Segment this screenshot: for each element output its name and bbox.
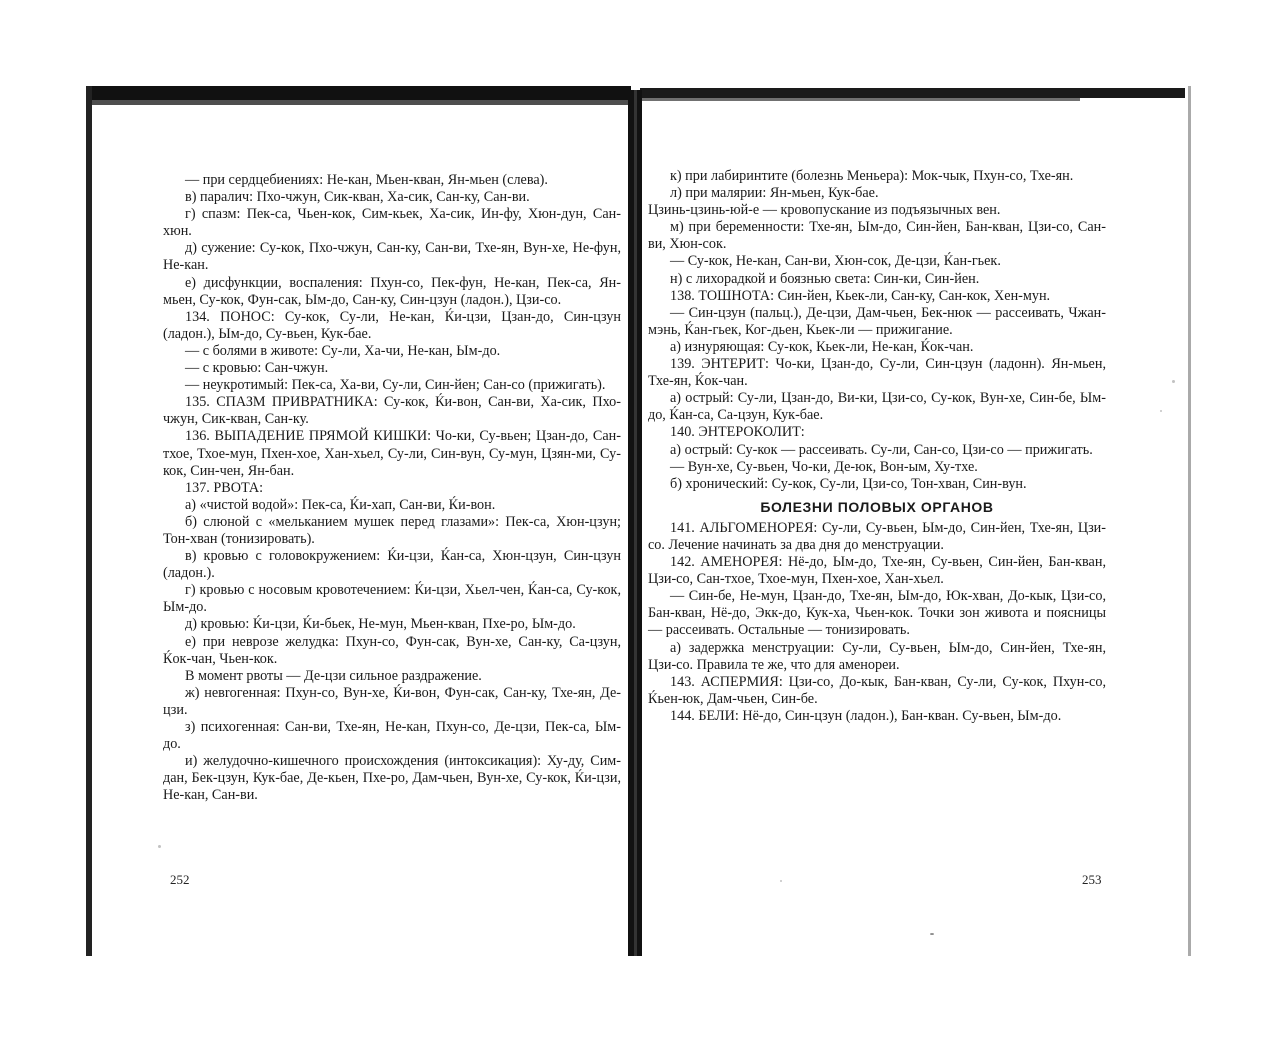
paragraph: а) острый: Су-ли, Цзан-до, Ви-ки, Цзи-со, Су-кок, Вун-хе, Син-бе, Ым-до, Ќан-са, Са-цзун, Кук-бае. bbox=[648, 390, 1106, 424]
page-shadow-top-left bbox=[86, 86, 631, 100]
paragraph: а) «чистой водой»: Пек-са, Ќи-хап, Сан-ви, Ќи-вон. bbox=[185, 496, 496, 513]
scan-speck bbox=[158, 845, 161, 848]
paragraph: — при сердцебиениях: Не-кан, Мьен-кван, Ян-мьен (слева). bbox=[185, 172, 548, 188]
paragraph: — Вун-хе, Су-вьен, Чо-ки, Де-юк, Вон-ым, Ху-тхе. bbox=[670, 458, 978, 475]
page-shadow-right-edge bbox=[1188, 86, 1191, 956]
page-shadow-left-edge bbox=[86, 86, 92, 956]
paragraph: м) при беременности: Тхе-ян, Ым-до, Син-йен, Бан-кван, Цзи-со, Сан-ви, Хюн-сок. bbox=[648, 219, 1106, 253]
paragraph: н) с лихорадкой и боязнью света: Син-ки, Син-йен. bbox=[670, 270, 980, 287]
paragraph: ж) невrогенная: Пхун-со, Вун-хе, Ќи-вон, Фун-сак, Сан-ку, Тхе-ян, Де-цзи. bbox=[163, 684, 621, 718]
paragraph: в) паралич: Пхо-чжун, Сик-кван, Ха-сик, Сан-ку, Сан-ви. bbox=[185, 189, 530, 206]
paragraph: д) кровью: Ќи-цзи, Ќи-бьек, Не-мун, Мьен-кван, Пхе-ро, Ым-до. bbox=[185, 616, 576, 633]
paragraph: е) дисфункции, воспаления: Пхун-со, Пек-фун, Не-кан, Пек-са, Ян-мьен, Су-кок, Фун-сак, Ым-до, Сан-ку, Син-цзун (ладон.), Цзи-со. bbox=[163, 274, 621, 308]
left-page-text bbox=[163, 172, 621, 804]
paragraph: Цзинь-цзинь-юй-е — кровопускание из подъязычных вен. bbox=[648, 202, 1001, 219]
paragraph: 138. ТОШНОТА: Син-йен, Кьек-ли, Сан-ку, Сан-кок, Хен-мун. bbox=[670, 287, 1051, 304]
paragraph: к) при лабиринтите (болезнь Меньера): Мок-чык, Пхун-со, Тхе-ян. bbox=[670, 168, 1074, 184]
paragraph: а) острый: Су-кок — рассеивать. Су-ли, Сан-со, Цзи-со — прижигать. bbox=[670, 441, 1093, 458]
paragraph: г) спазм: Пек-са, Чьен-кок, Сим-кьек, Ха-сик, Ин-фу, Хюн-дун, Сан-хюн. bbox=[163, 206, 621, 240]
page-shadow-top-left-inner bbox=[86, 100, 631, 105]
paragraph: — с кровью: Сан-чжун. bbox=[185, 360, 329, 377]
paragraph: 143. АСПЕРМИЯ: Цзи-со, До-кык, Бан-кван, Су-ли, Су-кок, Пхун-со, Ќьен-юк, Дам-чьен, Син-бе. bbox=[648, 673, 1106, 707]
paragraph: 141. АЛЬГОМЕНОРЕЯ: Су-ли, Су-вьен, Ым-до, Син-йен, Тхе-ян, Цзи-со. Лечение начинать за два дня до менструации. bbox=[648, 519, 1106, 553]
paragraph: 144. БЕЛИ: Нё-до, Син-цзун (ладон.), Бан-кван. Су-вьен, Ым-до. bbox=[670, 707, 1062, 724]
section-heading: БОЛЕЗНИ ПОЛОВЫХ ОРГАНОВ bbox=[760, 498, 994, 515]
paragraph: а) изнуряющая: Су-кок, Кьек-ли, Не-кан, Ќок-чан. bbox=[670, 338, 974, 355]
paragraph: 135. СПАЗМ ПРИВРАТНИКА: Су-кок, Ќи-вон, Сан-ви, Ха-сик, Пхо-чжун, Сик-кван, Сан-ку. bbox=[163, 394, 621, 428]
paragraph: — Син-бе, Не-мун, Цзан-до, Тхе-ян, Ым-до, Юк-хван, До-кык, Цзи-со, Бан-кван, Нё-до, Экк-до, Кук-ха, Чьен-кок. Точки зон живота и поясницы — рассеивать. Остальные — тонизировать. bbox=[648, 588, 1106, 639]
paragraph: 142. АМЕНОРЕЯ: Нё-до, Ым-до, Тхе-ян, Су-вьен, Син-йен, Бан-кван, Цзи-со, Сан-тхое, Тхое-мун, Пхен-хое, Хан-хьел. bbox=[648, 554, 1106, 588]
paragraph: — неукротимый: Пек-са, Ха-ви, Су-ли, Син-йен; Сан-со (прижигать). bbox=[185, 377, 606, 394]
paragraph: б) хронический: Су-кок, Су-ли, Цзи-со, Тон-хван, Син-вун. bbox=[670, 475, 1027, 492]
book-gutter-highlight bbox=[634, 90, 637, 956]
paragraph: б) слюной с «мельканием мушек перед глазами»: Пек-са, Хюн-цзун; Тон-хван (тонизировать). bbox=[163, 513, 621, 547]
paragraph: г) кровью с носовым кровотечением: Ќи-цзи, Хьел-чен, Ќан-са, Су-кок, Ым-до. bbox=[163, 582, 621, 616]
paragraph: е) при неврозе желудка: Пхун-со, Фун-сак, Вун-хе, Сан-ку, Са-цзун, Ќок-чан, Чьен-кок. bbox=[163, 633, 621, 667]
page-shadow-top-right-inner bbox=[640, 98, 1080, 101]
paragraph: л) при малярии: Ян-мьен, Кук-бае. bbox=[670, 185, 879, 202]
scan-speck bbox=[780, 880, 782, 882]
scan-speck bbox=[930, 933, 934, 935]
left-page-number: 252 bbox=[170, 872, 190, 887]
paragraph: — Су-кок, Не-кан, Сан-ви, Хюн-сок, Де-цзи, Ќан-гьек. bbox=[670, 253, 1001, 270]
scan-speck bbox=[1160, 410, 1162, 412]
scan-speck bbox=[1172, 380, 1175, 383]
page-shadow-top-right bbox=[640, 88, 1185, 98]
paragraph: д) сужение: Су-кок, Пхо-чжун, Сан-ку, Сан-ви, Тхе-ян, Вун-хе, Не-фун, Не-кан. bbox=[163, 240, 621, 274]
paragraph: В момент рвоты — Де-цзи сильное раздражение. bbox=[185, 667, 482, 684]
paragraph: в) кровью с головокружением: Ќи-цзи, Ќан-са, Хюн-цзун, Син-цзун (ладон.). bbox=[163, 548, 621, 582]
paragraph: 134. ПОНОС: Су-кок, Су-ли, Не-кан, Ќи-цзи, Цзан-до, Син-цзун (ладон.), Ым-до, Су-вьен, Кук-бае. bbox=[163, 308, 621, 342]
paragraph: 136. ВЫПАДЕНИЕ ПРЯМОЙ КИШКИ: Чо-ки, Су-вьен; Цзан-до, Сан-тхое, Тхое-мун, Пхен-хое, Хан-хьел, Су-ли, Син-вун, Су-мун, Цзян-ми, Су-кок, Син-чен, Ян-бан. bbox=[163, 428, 621, 479]
paragraph: 140. ЭНТЕРОКОЛИТ: bbox=[670, 424, 805, 441]
right-page-text bbox=[648, 168, 1106, 725]
paragraph: — Син-цзун (пальц.), Де-цзи, Дам-чьен, Бек-нюк — рассеивать, Чжан-мэнь, Ќан-гьек, Ког-дьен, Кьек-ли — прижигание. bbox=[648, 304, 1106, 338]
paragraph: — с болями в животе: Су-ли, Ха-чи, Не-кан, Ым-до. bbox=[185, 342, 501, 359]
paragraph: 139. ЭНТЕРИТ: Чо-ки, Цзан-до, Су-ли, Син-цзун (ладонн). Ян-мьен, Тхе-ян, Ќок-чан. bbox=[648, 356, 1106, 390]
right-page-number: 253 bbox=[1082, 872, 1102, 887]
paragraph: а) задержка менструации: Су-ли, Су-вьен, Ым-до, Син-йен, Тхе-ян, Цзи-со. Правила те же, что для аменореи. bbox=[648, 639, 1106, 673]
paragraph: з) психогенная: Сан-ви, Тхе-ян, Не-кан, Пхун-со, Де-цзи, Пек-са, Ым-до. bbox=[163, 719, 621, 753]
paragraph: и) желудочно-кишечного происхождения (интоксикация): Ху-ду, Сим-дан, Бек-цзун, Кук-бае, Де-кьен, Пхе-ро, Дам-чьен, Вун-хе, Су-кок, Ќи-цзи, Не-кан, Сан-ви. bbox=[163, 753, 621, 804]
paragraph: 137. РВОТА: bbox=[185, 479, 264, 496]
